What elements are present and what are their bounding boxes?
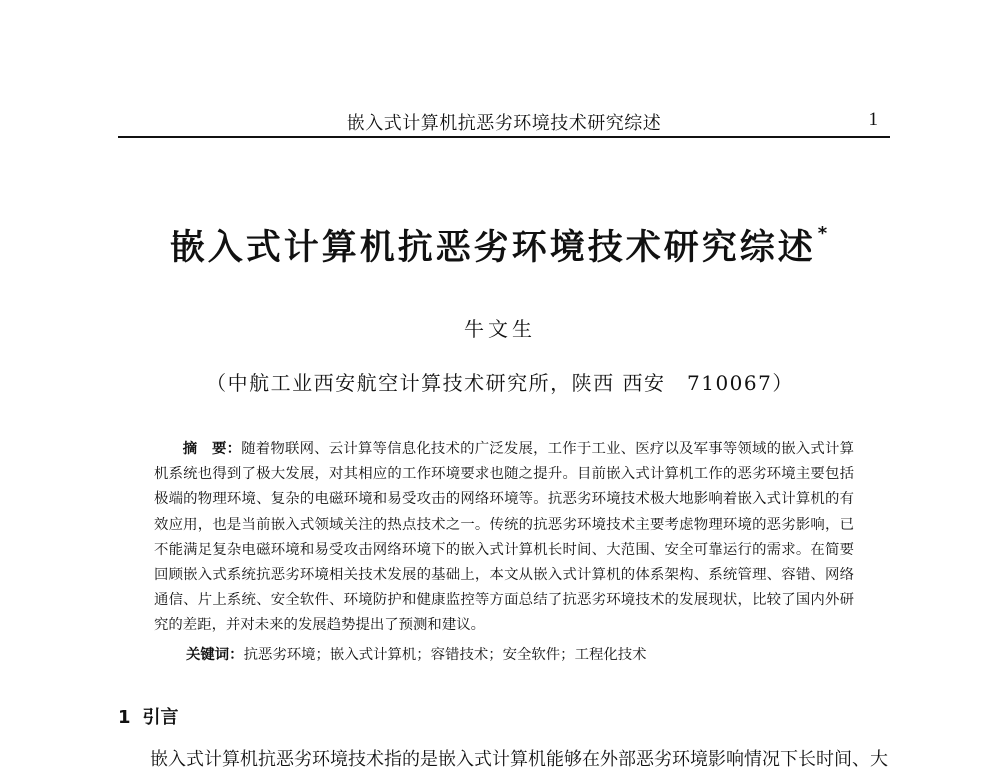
author-affiliation: （中航工业西安航空计算技术研究所，陕西 西安 710067） — [206, 371, 794, 395]
keywords-text: 抗恶劣环境；嵌入式计算机；容错技术；安全软件；工程化技术 — [243, 647, 647, 663]
section-heading — [118, 703, 179, 729]
running-title: 嵌入式计算机抗恶劣环境技术研究综述 — [346, 113, 662, 134]
running-header — [118, 106, 890, 138]
abstract-text: 随着物联网、云计算等信息化技术的广泛发展，工作于工业、医疗以及军事等领域的嵌入式计算机系统也得到了极大发展，对其相应的工作环境要求也随之提升。目前嵌入式计算机工作的恶劣环境主要包括极端的物理环境、复杂的电磁环境和易受攻击的网络环境等。抗恶劣环境技术极大地影响着嵌入式计算机的有效应用，也是当前嵌入式领域关注的热点技术之一。传统的抗恶劣环境技术主要考虑物理环境的恶劣影响，已不能满足复杂电磁环境和易受攻击网络环境下的嵌入式计算机长时间、大范围、安全可靠运行的需求。在简要回顾嵌入式系统抗恶劣环境相关技术发展的基础上，本文从嵌入式计算机的体系架构、系统管理、容错、网络通信、片上系统、安全软件、环境防护和健康监控等方面总结了抗恶劣环境技术的发展现状，比较了国内外研究的差距，并对未来的发展趋势提出了预测和建议。 — [154, 441, 854, 634]
abstract-label: 摘 要： — [182, 441, 242, 457]
paper-title-text: 嵌入式计算机抗恶劣环境技术研究综述 — [169, 228, 816, 268]
page-number: 1 — [868, 109, 878, 130]
abstract — [154, 437, 854, 639]
section-number: 1 — [118, 707, 131, 728]
title-footnote-mark: * — [817, 223, 831, 244]
body-text-first-line: 嵌入式计算机抗恶劣环境技术指的是嵌入式计算机能够在外部恶劣环境影响情况下长时间、大 — [150, 749, 888, 770]
paper-title — [0, 220, 1000, 270]
author-name: 牛文生 — [464, 317, 536, 341]
section-title: 引言 — [142, 707, 179, 728]
keywords-label: 关键词： — [186, 647, 244, 663]
keywords — [186, 644, 647, 666]
